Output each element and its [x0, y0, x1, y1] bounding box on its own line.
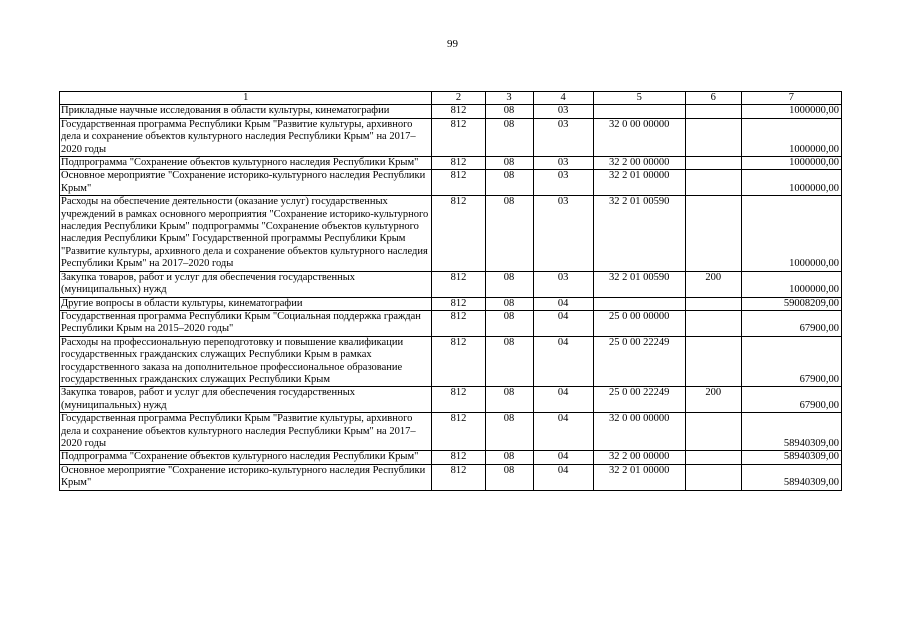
table-row	[60, 157, 842, 170]
row-target-article-cell: 32 2 01 00590	[593, 271, 685, 297]
table-row	[60, 387, 842, 413]
row-amount-cell: 67900,00	[741, 336, 841, 387]
row-section-cell: 08	[485, 413, 533, 451]
row-code-cell: 812	[432, 271, 485, 297]
column-header: 7	[741, 92, 841, 105]
row-code-cell: 812	[432, 170, 485, 196]
row-amount-cell: 58940309,00	[741, 464, 841, 490]
row-code-cell: 812	[432, 336, 485, 387]
table-row	[60, 451, 842, 464]
row-amount-cell: 67900,00	[741, 310, 841, 336]
column-header: 6	[685, 92, 741, 105]
row-target-article-cell	[593, 297, 685, 310]
row-code-cell: 812	[432, 297, 485, 310]
row-subsection-cell: 03	[533, 157, 593, 170]
row-name-cell: Государственная программа Республики Крым "Развитие культуры, архивного дела и сохранение объектов культурного наследия Республики Крым" на 2017–2020 годы	[60, 118, 432, 156]
row-section-cell: 08	[485, 105, 533, 118]
row-amount-cell: 58940309,00	[741, 451, 841, 464]
row-name-cell: Расходы на обеспечение деятельности (оказание услуг) государственных учреждений в рамках основного мероприятия "Сохранение историко-культурного наследия Республики Крым" подпрограммы "Сохранение объектов культурного наследия Республики Крым" Государственной программы Республики Крым "Развитие культуры, архивного дела и сохранение объектов культурного наследия Республики Крым" на 2017–2020 годы	[60, 196, 432, 271]
row-code-cell: 812	[432, 413, 485, 451]
row-amount-cell: 1000000,00	[741, 170, 841, 196]
row-subsection-cell: 04	[533, 297, 593, 310]
row-section-cell: 08	[485, 196, 533, 271]
row-expense-type-cell	[685, 105, 741, 118]
row-subsection-cell: 04	[533, 310, 593, 336]
row-name-cell: Расходы на профессиональную переподготовку и повышение квалификации государственных гражданских служащих Республики Крым в рамках государственного заказа на дополнительное профессиональное образование государственных гражданских служащих Республики Крым	[60, 336, 432, 387]
row-name-cell: Государственная программа Республики Крым "Развитие культуры, архивного дела и сохранение объектов культурного наследия Республики Крым" на 2017–2020 годы	[60, 413, 432, 451]
row-name-cell: Другие вопросы в области культуры, кинематографии	[60, 297, 432, 310]
row-subsection-cell: 04	[533, 387, 593, 413]
row-name-cell: Основное мероприятие "Сохранение историко-культурного наследия Республики Крым"	[60, 170, 432, 196]
table-row	[60, 336, 842, 387]
row-subsection-cell: 04	[533, 451, 593, 464]
row-name-cell: Закупка товаров, работ и услуг для обеспечения государственных (муниципальных) нужд	[60, 271, 432, 297]
row-amount-cell: 67900,00	[741, 387, 841, 413]
row-code-cell: 812	[432, 118, 485, 156]
row-target-article-cell: 25 0 00 22249	[593, 387, 685, 413]
row-subsection-cell: 04	[533, 336, 593, 387]
row-target-article-cell: 32 0 00 00000	[593, 118, 685, 156]
table-header-row	[60, 92, 842, 105]
row-target-article-cell	[593, 105, 685, 118]
row-target-article-cell: 25 0 00 00000	[593, 310, 685, 336]
row-target-article-cell: 32 0 00 00000	[593, 413, 685, 451]
row-subsection-cell: 03	[533, 170, 593, 196]
table-row	[60, 196, 842, 271]
row-section-cell: 08	[485, 118, 533, 156]
row-amount-cell: 1000000,00	[741, 118, 841, 156]
row-name-cell: Подпрограмма "Сохранение объектов культурного наследия Республики Крым"	[60, 157, 432, 170]
table-row	[60, 413, 842, 451]
row-section-cell: 08	[485, 464, 533, 490]
row-name-cell: Прикладные научные исследования в области культуры, кинематографии	[60, 105, 432, 118]
row-subsection-cell: 03	[533, 271, 593, 297]
row-subsection-cell: 04	[533, 464, 593, 490]
table-row	[60, 310, 842, 336]
row-target-article-cell: 25 0 00 22249	[593, 336, 685, 387]
table-row	[60, 118, 842, 156]
row-code-cell: 812	[432, 451, 485, 464]
row-section-cell: 08	[485, 157, 533, 170]
row-target-article-cell: 32 2 00 00000	[593, 451, 685, 464]
row-code-cell: 812	[432, 157, 485, 170]
row-name-cell: Государственная программа Республики Крым "Социальная поддержка граждан Республики Крым на 2015–2020 годы"	[60, 310, 432, 336]
budget-table	[59, 91, 842, 491]
row-code-cell: 812	[432, 464, 485, 490]
table-row	[60, 170, 842, 196]
row-amount-cell: 58940309,00	[741, 413, 841, 451]
row-expense-type-cell: 200	[685, 387, 741, 413]
row-expense-type-cell: 200	[685, 271, 741, 297]
table-row	[60, 297, 842, 310]
row-section-cell: 08	[485, 297, 533, 310]
row-subsection-cell: 03	[533, 196, 593, 271]
row-name-cell: Основное мероприятие "Сохранение историко-культурного наследия Республики Крым"	[60, 464, 432, 490]
row-code-cell: 812	[432, 310, 485, 336]
row-expense-type-cell	[685, 118, 741, 156]
row-expense-type-cell	[685, 170, 741, 196]
row-code-cell: 812	[432, 105, 485, 118]
row-expense-type-cell	[685, 310, 741, 336]
table-row	[60, 271, 842, 297]
column-header: 3	[485, 92, 533, 105]
column-header: 4	[533, 92, 593, 105]
row-code-cell: 812	[432, 387, 485, 413]
page-number: 99	[447, 38, 458, 50]
column-header: 5	[593, 92, 685, 105]
row-expense-type-cell	[685, 336, 741, 387]
row-amount-cell: 1000000,00	[741, 105, 841, 118]
column-header: 2	[432, 92, 485, 105]
row-target-article-cell: 32 2 00 00000	[593, 157, 685, 170]
row-section-cell: 08	[485, 271, 533, 297]
row-subsection-cell: 03	[533, 105, 593, 118]
row-target-article-cell: 32 2 01 00000	[593, 464, 685, 490]
row-amount-cell: 1000000,00	[741, 271, 841, 297]
row-expense-type-cell	[685, 413, 741, 451]
row-target-article-cell: 32 2 01 00000	[593, 170, 685, 196]
row-section-cell: 08	[485, 310, 533, 336]
row-name-cell: Закупка товаров, работ и услуг для обеспечения государственных (муниципальных) нужд	[60, 387, 432, 413]
row-name-cell: Подпрограмма "Сохранение объектов культурного наследия Республики Крым"	[60, 451, 432, 464]
row-amount-cell: 1000000,00	[741, 196, 841, 271]
row-target-article-cell: 32 2 01 00590	[593, 196, 685, 271]
row-section-cell: 08	[485, 387, 533, 413]
row-amount-cell: 59008209,00	[741, 297, 841, 310]
row-expense-type-cell	[685, 464, 741, 490]
row-expense-type-cell	[685, 451, 741, 464]
row-section-cell: 08	[485, 170, 533, 196]
table-row	[60, 464, 842, 490]
row-code-cell: 812	[432, 196, 485, 271]
row-expense-type-cell	[685, 157, 741, 170]
row-subsection-cell: 03	[533, 118, 593, 156]
row-expense-type-cell	[685, 297, 741, 310]
column-header: 1	[60, 92, 432, 105]
row-amount-cell: 1000000,00	[741, 157, 841, 170]
row-section-cell: 08	[485, 336, 533, 387]
table-row	[60, 105, 842, 118]
row-subsection-cell: 04	[533, 413, 593, 451]
row-section-cell: 08	[485, 451, 533, 464]
row-expense-type-cell	[685, 196, 741, 271]
